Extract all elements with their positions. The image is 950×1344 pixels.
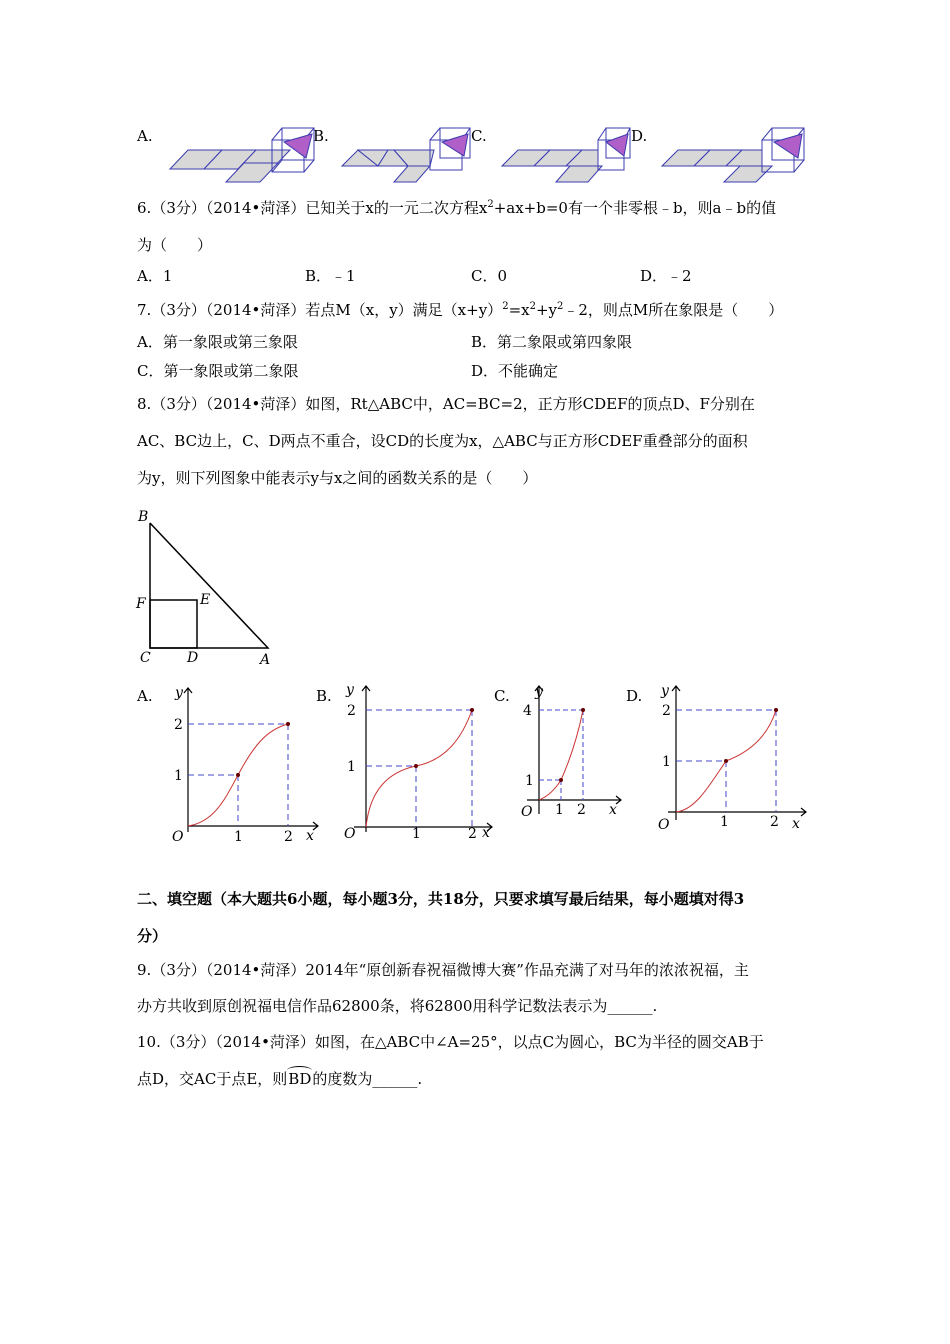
q7-option-b[interactable]: B．第二象限或第四象限 bbox=[471, 333, 633, 351]
q5-option-d-label[interactable]: D. bbox=[631, 127, 648, 145]
graph-b-ytick-2: 2 bbox=[347, 703, 356, 719]
q8-stem-line3: 为y，则下列图象中能表示y与x之间的函数关系的是（ ） bbox=[137, 469, 538, 487]
graph-b-ytick-1: 1 bbox=[347, 759, 356, 775]
graph-d-x-label: x bbox=[792, 816, 800, 832]
q8-graph-d[interactable] bbox=[650, 680, 815, 840]
graph-d-xtick-2: 2 bbox=[770, 814, 779, 830]
graph-a-ytick-2: 2 bbox=[174, 717, 183, 733]
q6-option-a[interactable]: A．1 bbox=[137, 267, 173, 285]
q8-graph-c[interactable] bbox=[515, 680, 630, 830]
q5-option-b-label[interactable]: B. bbox=[313, 127, 329, 145]
q10-arc-bd: BD bbox=[288, 1070, 312, 1088]
q8-option-c-label[interactable]: C. bbox=[494, 687, 510, 705]
q8-stem-line2: AC、BC边上，C、D两点不重合，设CD的长度为x，△ABC与正方形CDEF重叠部分的面积 bbox=[137, 432, 748, 450]
q5-option-c-label[interactable]: C. bbox=[471, 127, 487, 145]
graph-a-y-label: y bbox=[175, 685, 183, 701]
q6-option-d[interactable]: D．﹣2 bbox=[640, 267, 692, 285]
graph-d-origin: O bbox=[658, 817, 670, 833]
graph-a-x-label: x bbox=[306, 828, 314, 844]
q7-option-a[interactable]: A．第一象限或第三象限 bbox=[137, 333, 298, 351]
graph-a-ytick-1: 1 bbox=[174, 768, 183, 784]
section2-heading-line2: 分） bbox=[137, 927, 168, 945]
q8-label-b: B bbox=[138, 509, 149, 525]
q8-triangle-figure bbox=[130, 505, 280, 670]
q6-sup: 2 bbox=[487, 199, 494, 210]
graph-c-xtick-1: 1 bbox=[555, 802, 564, 818]
q5-option-a-label[interactable]: A. bbox=[137, 127, 153, 145]
graph-b-y-label: y bbox=[346, 682, 354, 698]
q9-stem-line1: 9.（3分）（2014•菏泽）2014年“原创新春祝福微博大赛”作品充满了对马年的浓浓祝福，主 bbox=[137, 961, 749, 979]
q5-net-b-figure bbox=[338, 122, 473, 188]
graph-b-x-label: x bbox=[482, 825, 490, 841]
graph-d-ytick-2: 2 bbox=[662, 703, 671, 719]
q8-option-a-label[interactable]: A. bbox=[137, 687, 153, 705]
graph-c-ytick-4: 4 bbox=[523, 703, 532, 719]
q8-option-b-label[interactable]: B. bbox=[316, 687, 332, 705]
q8-label-d: D bbox=[187, 650, 199, 666]
graph-c-origin: O bbox=[521, 804, 533, 820]
graph-d-xtick-1: 1 bbox=[720, 814, 729, 830]
q5-net-d-figure bbox=[658, 122, 818, 188]
q8-label-e: E bbox=[200, 592, 211, 608]
q9-stem-line2: 办方共收到原创祝福电信作品62800条，将62800用科学记数法表示为______. bbox=[137, 997, 658, 1015]
q6-source: （3分）（2014•菏泽） bbox=[151, 199, 306, 217]
q7-option-d[interactable]: D．不能确定 bbox=[471, 362, 559, 380]
q8-graph-b[interactable] bbox=[336, 680, 501, 844]
q9-answer-blank[interactable]: ______ bbox=[607, 997, 653, 1015]
graph-c-ytick-1: 1 bbox=[525, 773, 534, 789]
q10-answer-blank[interactable]: ______ bbox=[372, 1070, 418, 1088]
graph-a-xtick-2: 2 bbox=[284, 829, 293, 844]
q5-net-c-figure bbox=[498, 122, 633, 188]
graph-d-ytick-1: 1 bbox=[662, 754, 671, 770]
graph-c-y-label: y bbox=[535, 684, 543, 700]
graph-b-origin: O bbox=[344, 826, 356, 842]
q7-stem: 7.（3分）（2014•菏泽）若点M（x，y）满足$(x+y)^2=x^2+y^2﹣2$，则点M所在象限是（ ） bbox=[137, 301, 784, 319]
q8-label-f: F bbox=[136, 596, 146, 612]
q6-text-a: 已知关于x的一元二次方程x bbox=[305, 199, 488, 217]
graph-b-xtick-2: 2 bbox=[468, 826, 477, 842]
q6-option-c[interactable]: C．0 bbox=[471, 267, 508, 285]
graph-a-xtick-1: 1 bbox=[234, 829, 243, 844]
q10-stem-line1: 10.（3分）（2014•菏泽）如图，在△ABC中∠A=25°，以点C为圆心，BC为半径的圆交AB于 bbox=[137, 1033, 764, 1051]
q5-net-a-figure bbox=[160, 122, 330, 188]
graph-d-y-label: y bbox=[661, 683, 669, 699]
q8-graph-a[interactable] bbox=[160, 682, 325, 844]
graph-c-xtick-2: 2 bbox=[577, 802, 586, 818]
q8-option-d-label[interactable]: D. bbox=[626, 687, 643, 705]
q6-stem-line1 bbox=[137, 198, 776, 218]
q6-number: 6. bbox=[137, 199, 152, 217]
q6-text-b: +ax+b=0有一个非零根﹣b，则a﹣b的值 bbox=[493, 199, 777, 217]
q8-stem-line1: 8.（3分）（2014•菏泽）如图，Rt△ABC中，AC=BC=2，正方形CDEF的顶点D、F分别在 bbox=[137, 395, 755, 413]
q7-option-c[interactable]: C．第一象限或第二象限 bbox=[137, 362, 299, 380]
graph-c-x-label: x bbox=[609, 802, 617, 818]
section2-heading-line1: 二、填空题（本大题共6小题，每小题3分，共18分，只要求填写最后结果，每小题填对得3 bbox=[137, 890, 745, 908]
q8-label-c: C bbox=[140, 650, 151, 666]
q10-stem-line2: 点D，交AC于点E，则BD的度数为______. bbox=[137, 1070, 423, 1088]
q8-label-a: A bbox=[260, 652, 271, 668]
graph-a-origin: O bbox=[172, 829, 184, 844]
graph-b-xtick-1: 1 bbox=[412, 826, 421, 842]
q6-option-b[interactable]: B．﹣1 bbox=[305, 267, 356, 285]
q6-stem-line2: 为（ ） bbox=[137, 236, 213, 254]
